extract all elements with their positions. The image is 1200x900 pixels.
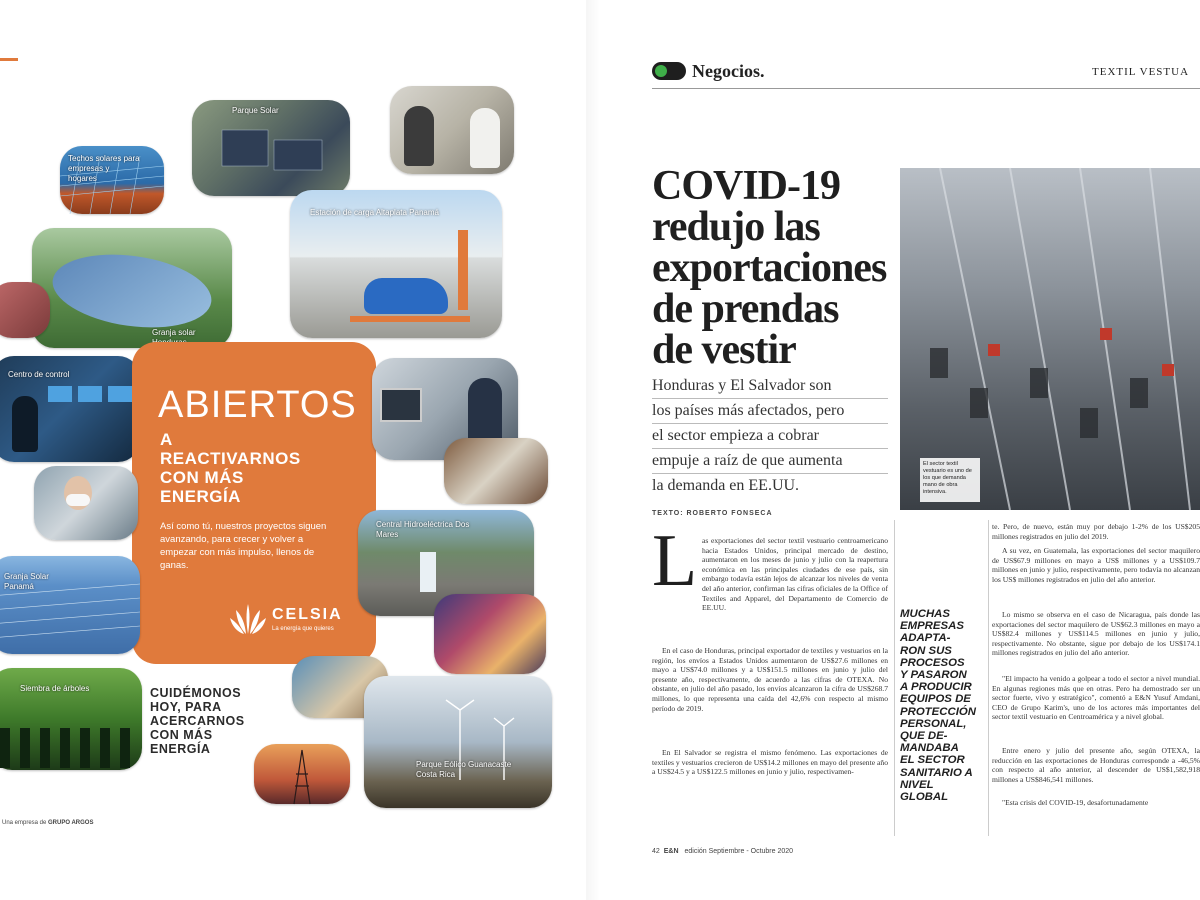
reforestation-caption: Siembra de árboles [20,684,90,693]
ad-brand: CELSIA [272,606,343,623]
article-col3-p4: "El impacto ha venido a golpear a todo el sector a nivel mundial. En algunas regiones más que en otras. Pero ha demostrado ser un sector fuerte, vivo y estratégico", comentó a E&N Yusuf Amdani, CEO de Grupo Karim's, uno de los actores más importantes del sector textil vestuario en Centroamérica y a nivel global. [992,674,1200,722]
spine-shadow [586,0,600,900]
pull-quote-line: RON SUS [900,644,952,657]
solar-roof-photo [60,146,164,214]
ad-subhead-line: REACTIVARNOS [160,449,301,468]
waterfall-shape [420,552,436,592]
office-people-photo [390,86,514,174]
pull-quote-line: GLOBAL [900,791,949,804]
pull-quote-line: NIVEL [900,778,934,791]
pull-quote-line: PROTECCIÓN [900,705,976,718]
charging-station-photo [290,190,502,338]
pull-quote-line: A PRODUCIR [900,681,972,694]
headline-line: de vestir [652,327,796,373]
car-shape [364,278,448,314]
section-right-label: TEXTIL VESTUA [1092,66,1190,78]
masked-woman-photo [34,466,138,540]
headline-line: exportaciones [652,245,887,291]
pull-quote-line: Y PASARON [900,669,967,682]
deck-line: el sector empieza a cobrar [652,424,888,449]
solar-lake-panels [48,245,216,337]
solar-field-photo [0,556,140,654]
article-col3-p1: te. Pero, de nuevo, están muy por debajo 1-2% de los US$205 millones registrados en julio del 2019. [992,522,1200,541]
column-rule [988,520,989,836]
corner-mark [0,58,18,61]
pull-quote [900,608,982,803]
slogan-line: ENERGÍA [150,742,211,756]
ad-subhead-line: CON MÁS [160,468,244,487]
control-room-photo [0,356,140,462]
aerial-roof-caption: Parque Solar [232,106,279,115]
monitor-shape [380,388,422,422]
headline-line: redujo las [652,204,820,250]
reforestation-photo [0,668,142,770]
left-page [0,0,590,900]
article-byline: TEXTO: ROBERTO FONSECA [652,510,773,517]
article-col3-p5: Entre enero y julio del presente año, según OTEXA, la reducción en las exportaciones de Honduras corresponde a -46,5% con respecto al año anterior, al descender de US$1,582,918 millones a US$846,541 millones. [992,746,1200,784]
pull-quote-line: EQUIPOS DE [900,693,971,706]
person-silhouette [470,108,500,168]
pull-quote-line: EMPRESAS [900,620,964,633]
article-col3-p6: "Esta crisis del COVID-19, desafortunadamente [1002,798,1149,807]
pull-quote-line: MUCHAS [900,608,950,620]
column-rule [894,520,895,836]
slogan-line: ACERCARNOS [150,714,245,728]
pull-quote-line: ADAPTA- [900,632,951,645]
ad-subhead [160,430,301,506]
footer-brand: E&N [663,848,679,855]
deck-line: la demanda en EE.UU. [652,477,800,494]
ad-footer-left: Una empresa de [2,820,47,826]
solar-field-caption: Granja Solar Panamá [4,572,49,591]
slogan-line: CUIDÉMONOS [150,686,242,700]
pull-quote-line: QUE DE- [900,730,948,743]
footer [652,848,793,855]
footer-edition: edición Septiembre - Octubre 2020 [684,848,794,855]
article-col1-p2: En el caso de Honduras, principal exportador de textiles y vestuarios en la región, los envíos a Estados Unidos aumentaron de US$27.6 millones en mayo a US$74.0 millones y a US$151.5 millones en junio y julio del presente año, respectivamente, de acuerdo a las cifras de OTEXA. No obstante, en julio del año pasado, los envíos alcanzaron la cifra de US$268.7 millones, lo que representa una caída del 42,6% con respecto al mismo período de 2019. [652,646,888,713]
sunset-tower-photo [254,744,350,804]
control-room-caption: Centro de control [8,370,70,379]
article-col1-p3: En El Salvador se registra el mismo fenómeno. Las exportaciones de textiles y vestuarios crecieron de US$14.2 millones en mayo del presente año a US$24.5 y a US$122.5 millones en junio y julio, respectivamen- [652,748,888,777]
mask-shape [66,494,90,506]
pull-quote-line: PERSONAL, [900,717,967,730]
hydro-caption: Central Hidroeléctrica Dos Mares [376,520,470,539]
photo-caption: El sector textil vestuario es uno de los que demanda mano de obra intensiva. [923,461,972,495]
article-headline [652,163,887,373]
pull-quote-line: PROCESOS [900,656,965,669]
ad-slogan [150,686,245,756]
article-col3-p3: Lo mismo se observa en el caso de Nicaragua, país donde las exportaciones del sector maquilero de US$62.3 millones en mayo a US$82.4 millones y US$114.5 millones en junio y julio, respectivamente. No obstante, sigue por debajo de los US$174.1 millones registrados en julio del año anterior. [992,610,1200,658]
charging-station-caption: Estación de carga Altaplata Panamá [310,208,439,217]
deck-line: Honduras y El Salvador son [652,374,888,399]
parking-mark [350,316,470,322]
solar-lake-caption: Granja solar [152,328,196,337]
solar-roof-caption: Techos solares para empresas y hogares [68,154,140,183]
charger-pole [458,230,468,310]
aerial-roof-photo [192,100,350,196]
person-silhouette [404,106,434,166]
solar-lake-photo [32,228,232,348]
page-number: 42 [652,848,660,855]
pull-quote-line: EL SECTOR [900,754,965,767]
ad-subhead-line: ENERGÍA [160,487,241,506]
wind-farm-photo [364,676,552,808]
slogan-line: CON MÁS [150,728,213,742]
wind-farm-caption: Parque Eólico Guanacaste Costa Rica [416,760,512,779]
ad-body: Así como tú, nuestros proyectos siguen avanzando, para crecer y volver a empezar con más impulso, llenos de ganas. [160,521,327,571]
pull-quote-line: MANDABA [900,742,959,755]
section-label: Negocios. [692,61,765,81]
pull-quote-line: SANITARIO A [900,766,973,779]
kids-photo [444,438,548,504]
ad-subhead-line: A [160,430,173,449]
slogan-line: HOY, PARA [150,700,222,714]
article-col1-continuation [652,598,888,646]
deck-line: empuje a raíz de que aumenta [652,449,888,474]
article-deck [652,374,888,498]
article-col1-lead: as exportaciones del sector textil vestuario centroamericano hacia Estados Unidos, principal mercado de destino, aumentaron en los meses de junio y julio con la reapertura económica en las principales ciudades de ese país, sin embargo todavía están lejos de alcanzar los niveles de venta del año anterior, confirman las cifras oficiales de la Office of Textiles and Apparel, del Departamento de Comercio de EE.UU. [702,536,888,613]
deck-line: los países más afectados, pero [652,399,888,424]
ad-headline: ABIERTOS [158,384,357,426]
headline-line: COVID-19 [652,163,840,209]
article-col3-p2: A su vez, en Guatemala, las exportaciones del sector maquilero de US$67.9 millones en mayo a US$ millones y a US$109.7 millones en junio y julio, respectivamente, pero todavía no alcanzan los US$ millones registrados en julio del año anterior. [992,546,1200,584]
ad-footer-group: GRUPO ARGOS [48,820,94,826]
ad-brand-tagline: La energía que quieres [272,626,334,632]
right-page [600,0,1200,900]
section-pill-icon [652,62,686,80]
factory-photo [900,168,1200,510]
flowers-photo [0,282,50,338]
celebration-photo [434,594,546,674]
header-rule [652,88,1200,89]
drop-cap: L [652,520,698,602]
operator-silhouette [12,396,38,452]
headline-line: de prendas [652,286,839,332]
celsia-logo-icon [228,602,268,641]
